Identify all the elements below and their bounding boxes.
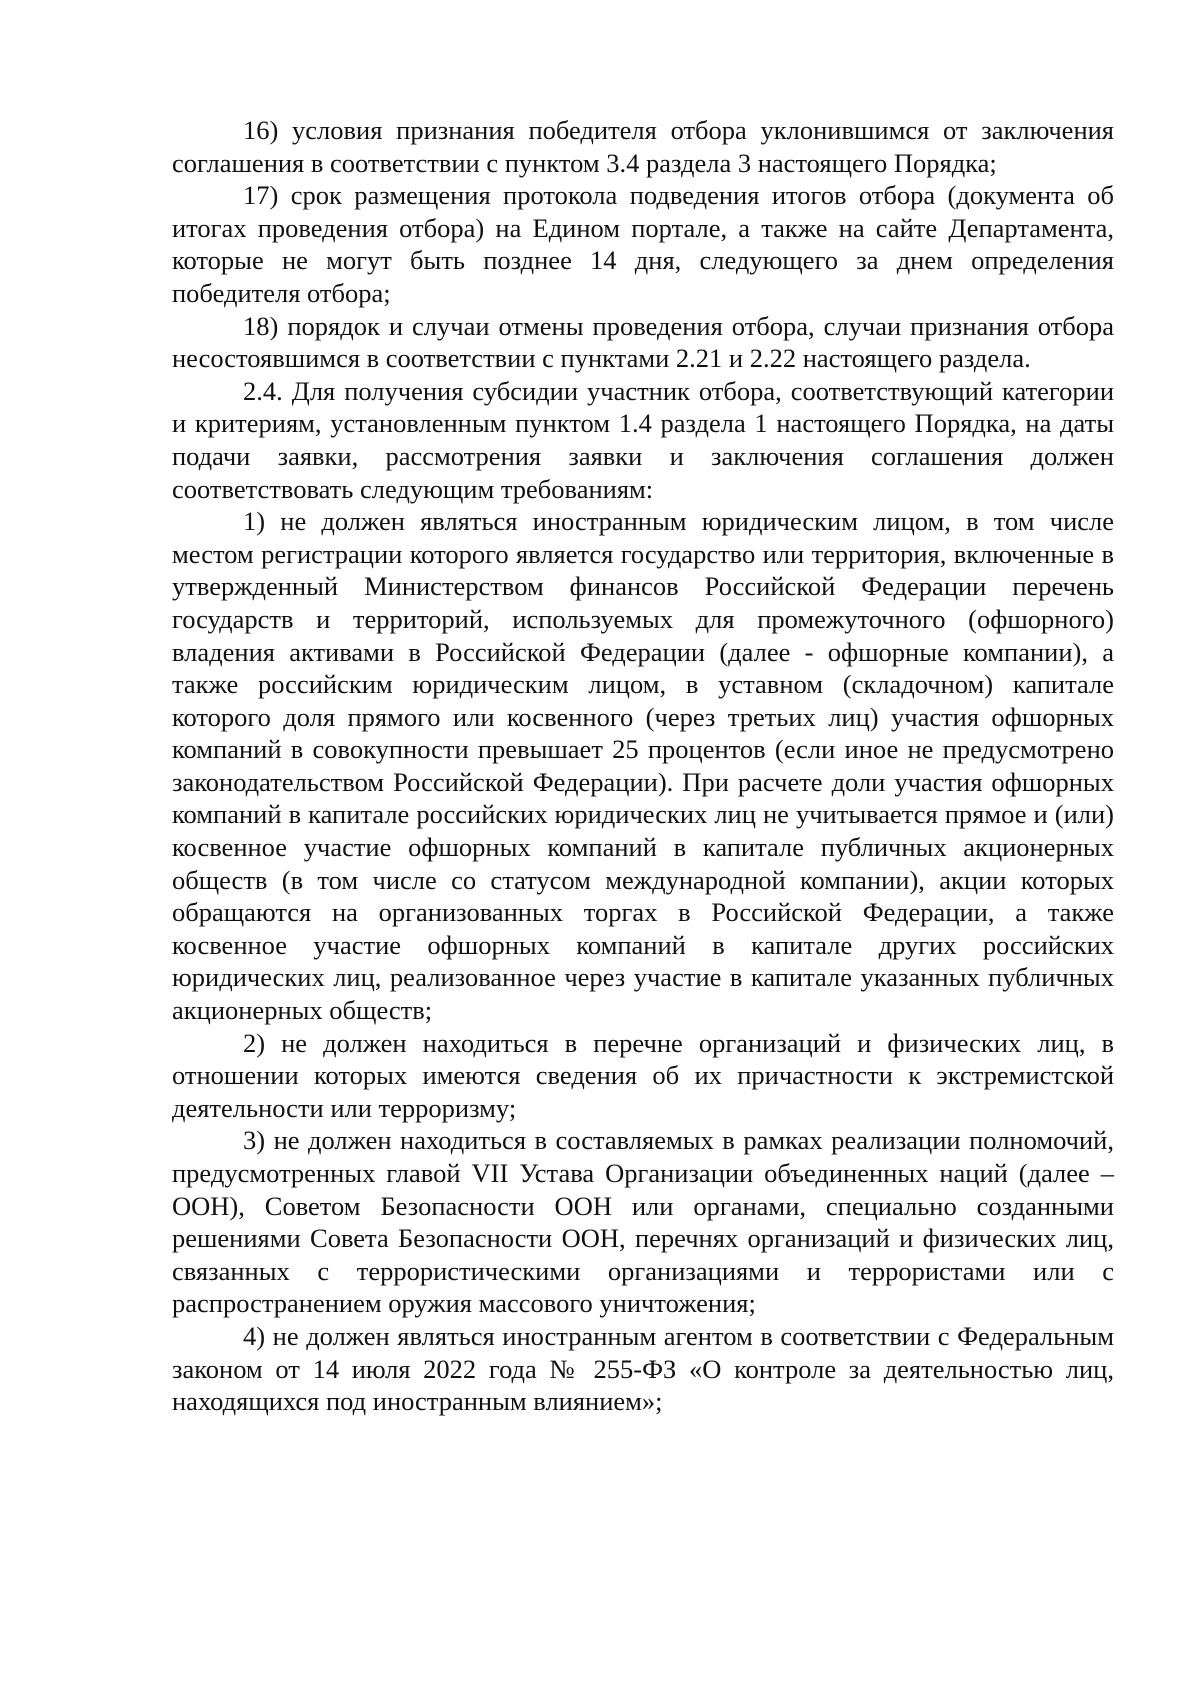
paragraph-requirement-3: 3) не должен находиться в составляемых в рамках реализации полномочий, предусмотренных главой VII Устава Организации объединенных наций (далее – ООН), Советом Безопасности ООН или органами, специально созданными решениями Совета Безопасности ООН, перечнях организаций и физических лиц, связанных с террористическими организациями и террористами или с распространением оружия массового уничтожения;: [172, 1125, 1114, 1319]
paragraph-item-16: 16) условия признания победителя отбора уклонившимся от заключения соглашения в соответствии с пунктом 3.4 раздела 3 настоящего Порядка;: [172, 115, 1114, 178]
document-body: [172, 114, 1114, 1418]
paragraph-item-18: 18) порядок и случаи отмены проведения отбора, случаи признания отбора несостоявшимся в соответствии с пунктами 2.21 и 2.22 настоящего раздела.: [172, 310, 1114, 374]
paragraph-requirement-4: 4) не должен являться иностранным агентом в соответствии с Федеральным законом от 14 июля 2022 года № 255-ФЗ «О контроле за деятельностью лиц, находящихся под иностранным влиянием»;: [172, 1320, 1114, 1417]
paragraph-requirement-1: 1) не должен являться иностранным юридическим лицом, в том числе местом регистрации которого является государство или территория, включенные в утвержденный Министерством финансов Российской Федерации перечень государств и территорий, используемых для промежуточного (офшорного) владения активами в Российской Федерации (далее - офшорные компании), а также российским юридическим лицом, в уставном (складочном) капитале которого доля прямого или косвенного (через третьих лиц) участия офшорных компаний в совокупности превышает 25 процентов (если иное не предусмотрено законодательством Российской Федерации). При расчете доли участия офшорных компаний в капитале российских юридических лиц не учитывается прямое и (или) косвенное участие офшорных компаний в капитале публичных акционерных обществ (в том числе со статусом международной компании), акции которых обращаются на организованных торгах в Российской Федерации, а также косвенное участие офшорных компаний в капитале других российских юридических лиц, реализованное через участие в капитале указанных публичных акционерных обществ;: [172, 506, 1114, 1026]
paragraph-item-17: 17) срок размещения протокола подведения итогов отбора (документа об итогах проведения отбора) на Едином портале, а также на сайте Департамента, которые не могут быть позднее 14 дня, следующего за днем определения победителя отбора;: [172, 180, 1114, 308]
paragraph-requirement-2: 2) не должен находиться в перечне организаций и физических лиц, в отношении которых имеются сведения об их причастности к экстремистской деятельности или терроризму;: [172, 1027, 1114, 1123]
paragraph-section-2-4: 2.4. Для получения субсидии участник отбора, соответствующий категории и критериям, установленным пунктом 1.4 раздела 1 настоящего Порядка, на даты подачи заявки, рассмотрения заявки и заключения соглашения должен соответствовать следующим требованиям:: [172, 375, 1114, 504]
